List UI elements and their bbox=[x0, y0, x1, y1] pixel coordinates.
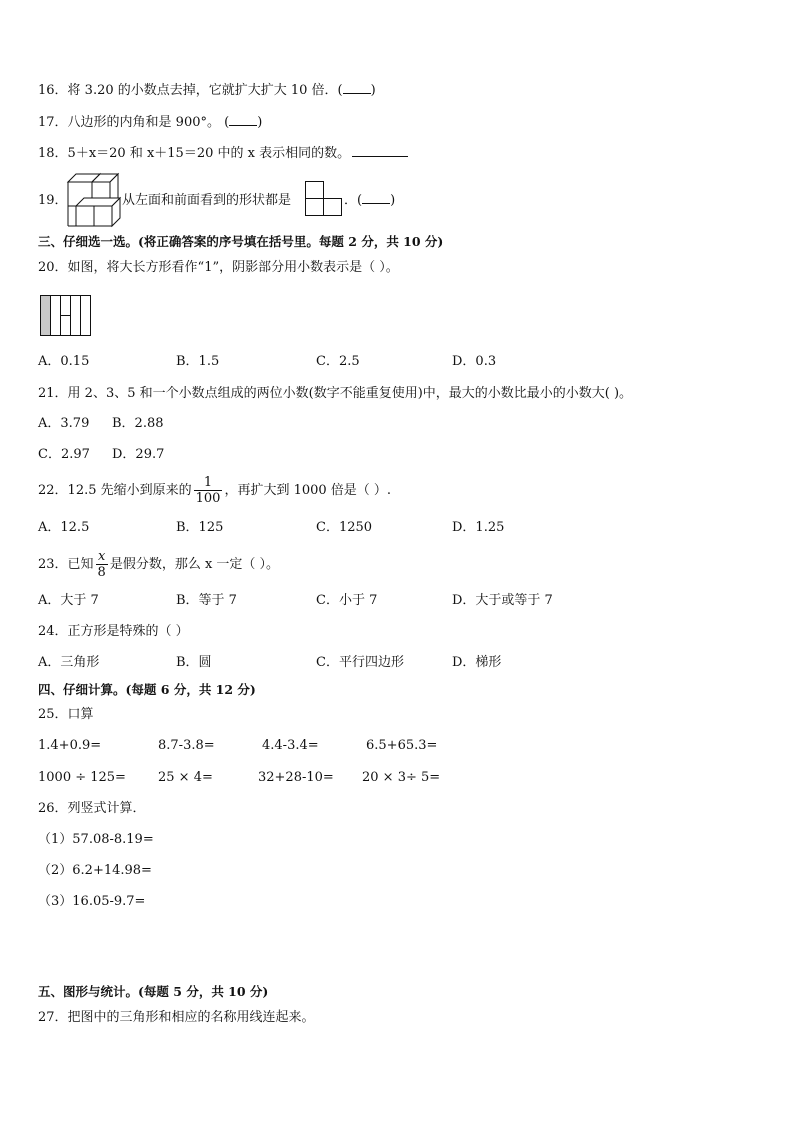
calc-item: 4.4-3.4= bbox=[262, 738, 319, 753]
paren-close: ) bbox=[257, 115, 263, 130]
q22-option-a[interactable]: A．12.5 bbox=[38, 520, 90, 535]
answer-blank[interactable] bbox=[229, 125, 257, 126]
q24-option-b[interactable]: B．圆 bbox=[176, 655, 212, 670]
calc-item: 8.7-3.8= bbox=[158, 738, 215, 753]
q22-option-d[interactable]: D．1.25 bbox=[452, 520, 505, 535]
shaded-rectangle-figure bbox=[40, 295, 94, 337]
answer-blank[interactable] bbox=[362, 203, 390, 204]
q21-option-a[interactable]: A．3.79 bbox=[38, 416, 90, 431]
question-20-text: 20．如图，将大长方形看作“1”，阴影部分用小数表示是（ ）。 bbox=[38, 260, 399, 275]
section-5-heading: 五、图形与统计。(每题 5 分，共 10 分) bbox=[38, 984, 269, 999]
question-22 bbox=[38, 472, 391, 510]
paren-open: ．( bbox=[344, 193, 363, 208]
section-4-heading: 四、仔细计算。(每题 6 分，共 12 分) bbox=[38, 682, 256, 697]
question-23-pre: 23．已知 bbox=[38, 557, 94, 572]
fraction-numerator: x bbox=[96, 549, 108, 565]
calc-item: 1000 ÷ 125= bbox=[38, 770, 126, 785]
fraction-numerator: 1 bbox=[194, 475, 223, 491]
calc-item: 1.4+0.9= bbox=[38, 738, 102, 753]
question-16 bbox=[38, 83, 376, 99]
question-23-post: 是假分数，那么 x 一定（ ）。 bbox=[109, 557, 280, 572]
q23-option-d[interactable]: D．大于或等于 7 bbox=[452, 593, 553, 608]
fraction-denominator: 100 bbox=[195, 491, 221, 506]
question-16-text: 16．将 3.20 的小数点去掉，它就扩大扩大 10 倍．( bbox=[38, 83, 343, 98]
vertical-calc-item: （2）6.2+14.98= bbox=[38, 863, 152, 878]
question-22-pre: 22．12.5 先缩小到原来的 bbox=[38, 483, 192, 498]
q20-option-c[interactable]: C．2.5 bbox=[316, 354, 360, 369]
q22-option-c[interactable]: C．1250 bbox=[316, 520, 373, 535]
q24-option-a[interactable]: A．三角形 bbox=[38, 655, 100, 670]
vertical-calc-item: （1）57.08-8.19= bbox=[38, 832, 154, 847]
paren-close: ) bbox=[390, 193, 396, 208]
calc-item: 25 × 4= bbox=[158, 770, 213, 785]
q20-option-a[interactable]: A．0.15 bbox=[38, 354, 90, 369]
calc-item: 32+28-10= bbox=[258, 770, 334, 785]
view-shape-figure bbox=[305, 181, 343, 217]
q23-option-a[interactable]: A．大于 7 bbox=[38, 593, 99, 608]
q20-option-b[interactable]: B．1.5 bbox=[176, 354, 220, 369]
fraction-denominator: 8 bbox=[97, 565, 106, 580]
q21-option-b[interactable]: B．2.88 bbox=[112, 416, 164, 431]
question-18 bbox=[38, 146, 408, 162]
fraction bbox=[194, 475, 223, 506]
q23-option-c[interactable]: C．小于 7 bbox=[316, 593, 378, 608]
vertical-calc-item: （3）16.05-9.7= bbox=[38, 894, 146, 909]
question-27-text: 27．把图中的三角形和相应的名称用线连起来。 bbox=[38, 1010, 315, 1025]
question-19-tail bbox=[344, 193, 395, 209]
question-25-title: 25．口算 bbox=[38, 707, 94, 722]
question-26-title: 26．列竖式计算． bbox=[38, 801, 146, 816]
fraction bbox=[96, 549, 108, 580]
question-24-text: 24．正方形是特殊的（ ） bbox=[38, 624, 189, 639]
cube-stack-figure bbox=[62, 172, 122, 228]
question-21-text: 21．用 2、3、5 和一个小数点组成的两位小数(数字不能重复使用)中，最大的小数比最小的小数大( )。 bbox=[38, 386, 633, 401]
q23-option-b[interactable]: B．等于 7 bbox=[176, 593, 237, 608]
section-3-heading: 三、仔细选一选。(将正确答案的序号填在括号里。每题 2 分，共 10 分) bbox=[38, 234, 444, 249]
answer-blank[interactable] bbox=[343, 93, 371, 94]
question-19-number: 19． bbox=[38, 193, 68, 208]
q20-option-d[interactable]: D．0.3 bbox=[452, 354, 497, 369]
q21-option-c[interactable]: C．2.97 bbox=[38, 447, 90, 462]
question-23 bbox=[38, 546, 279, 584]
question-22-post: ，再扩大到 1000 倍是（ ）. bbox=[224, 483, 392, 498]
calc-item: 20 × 3÷ 5= bbox=[362, 770, 441, 785]
question-19-text-line bbox=[122, 193, 291, 209]
q24-option-c[interactable]: C．平行四边形 bbox=[316, 655, 404, 670]
q21-option-d[interactable]: D．29.7 bbox=[112, 447, 165, 462]
q24-option-d[interactable]: D．梯形 bbox=[452, 655, 502, 670]
q22-option-b[interactable]: B．125 bbox=[176, 520, 224, 535]
question-19-text: 从左面和前面看到的形状都是 bbox=[122, 193, 292, 208]
question-17 bbox=[38, 115, 262, 131]
calc-item: 6.5+65.3= bbox=[366, 738, 438, 753]
question-18-text: 18．5＋x＝20 和 x＋15＝20 中的 x 表示相同的数。 bbox=[38, 146, 351, 161]
paren-close: ) bbox=[370, 83, 376, 98]
answer-blank[interactable] bbox=[352, 156, 408, 157]
question-17-text: 17．八边形的内角和是 900°。 ( bbox=[38, 115, 230, 130]
